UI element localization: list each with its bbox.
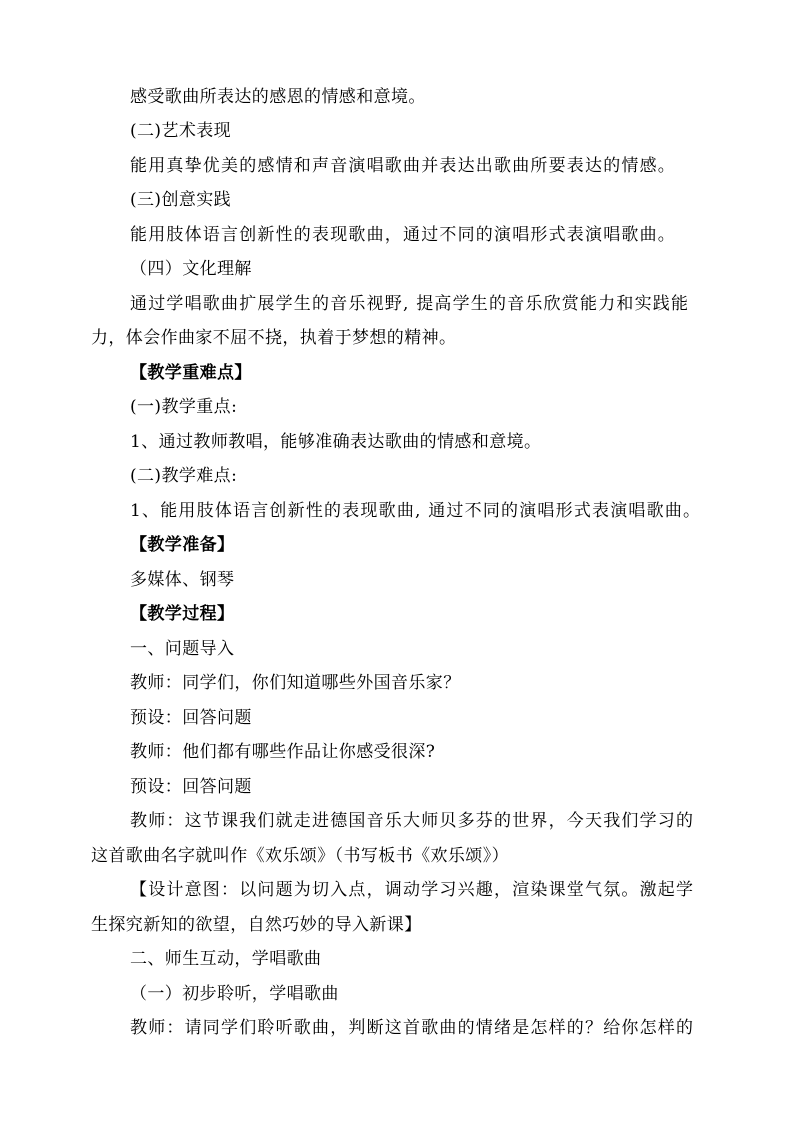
text-line: 教师：他们都有哪些作品让你感受很深? (130, 742, 436, 762)
section-heading: 【教学重难点】 (130, 363, 252, 383)
design-intent-note: 生探究新知的欲望，自然巧妙的导入新课】 (91, 915, 422, 935)
section-subheading: （一）初步聆听，学唱歌曲 (130, 984, 339, 1004)
section-subheading: 二、师生互动，学唱歌曲 (130, 949, 322, 969)
text-line: 这首歌曲名字就叫作《欢乐颂》（书写板书《欢乐颂》） (91, 846, 509, 866)
text-line: 感受歌曲所表达的感恩的情感和意境。 (130, 87, 426, 107)
section-subheading: (三)创意实践 (130, 190, 232, 210)
text-line: 能用真挚优美的感情和声音演唱歌曲并表达出歌曲所要表达的情感。 (130, 156, 676, 176)
section-heading: 【教学准备】 (130, 535, 235, 555)
section-subheading: （四）文化理解 (130, 259, 252, 279)
text-line: 多媒体、钢琴 (130, 570, 235, 590)
section-subheading: (一)教学重点: (130, 397, 238, 417)
section-subheading: 一、问题导入 (130, 639, 235, 659)
text-line: 通过学唱歌曲扩展学生的音乐视野, 提高学生的音乐欣赏能力和实践能 (130, 294, 690, 314)
section-subheading: (二)艺术表现 (130, 121, 232, 141)
section-heading: 【教学过程】 (130, 604, 235, 624)
text-line: 教师：同学们，你们知道哪些外国音乐家？ (130, 673, 461, 693)
text-line: 力，体会作曲家不屈不挠，执着于梦想的精神。 (91, 328, 457, 348)
text-line: 教师：请同学们聆听歌曲，判断这首歌曲的情绪是怎样的？给你怎样的 (130, 1018, 695, 1038)
text-line: 预设：回答问题 (130, 708, 252, 728)
text-line: 教师：这节课我们就走进德国音乐大师贝多芬的世界，今天我们学习的 (130, 811, 695, 831)
text-line: 1、能用肢体语言创新性的表现歌曲, 通过不同的演唱形式表演唱歌曲。 (130, 501, 702, 521)
text-line: 1、通过教师教唱，能够准确表达歌曲的情感和意境。 (130, 432, 542, 452)
text-line: 预设：回答问题 (130, 777, 252, 797)
text-line: 能用肢体语言创新性的表现歌曲，通过不同的演唱形式表演唱歌曲。 (130, 225, 676, 245)
section-subheading: (二)教学难点: (130, 466, 238, 486)
design-intent-note: 【设计意图：以问题为切入点，调动学习兴趣，渲染课堂气氛。激起学 (130, 880, 695, 900)
